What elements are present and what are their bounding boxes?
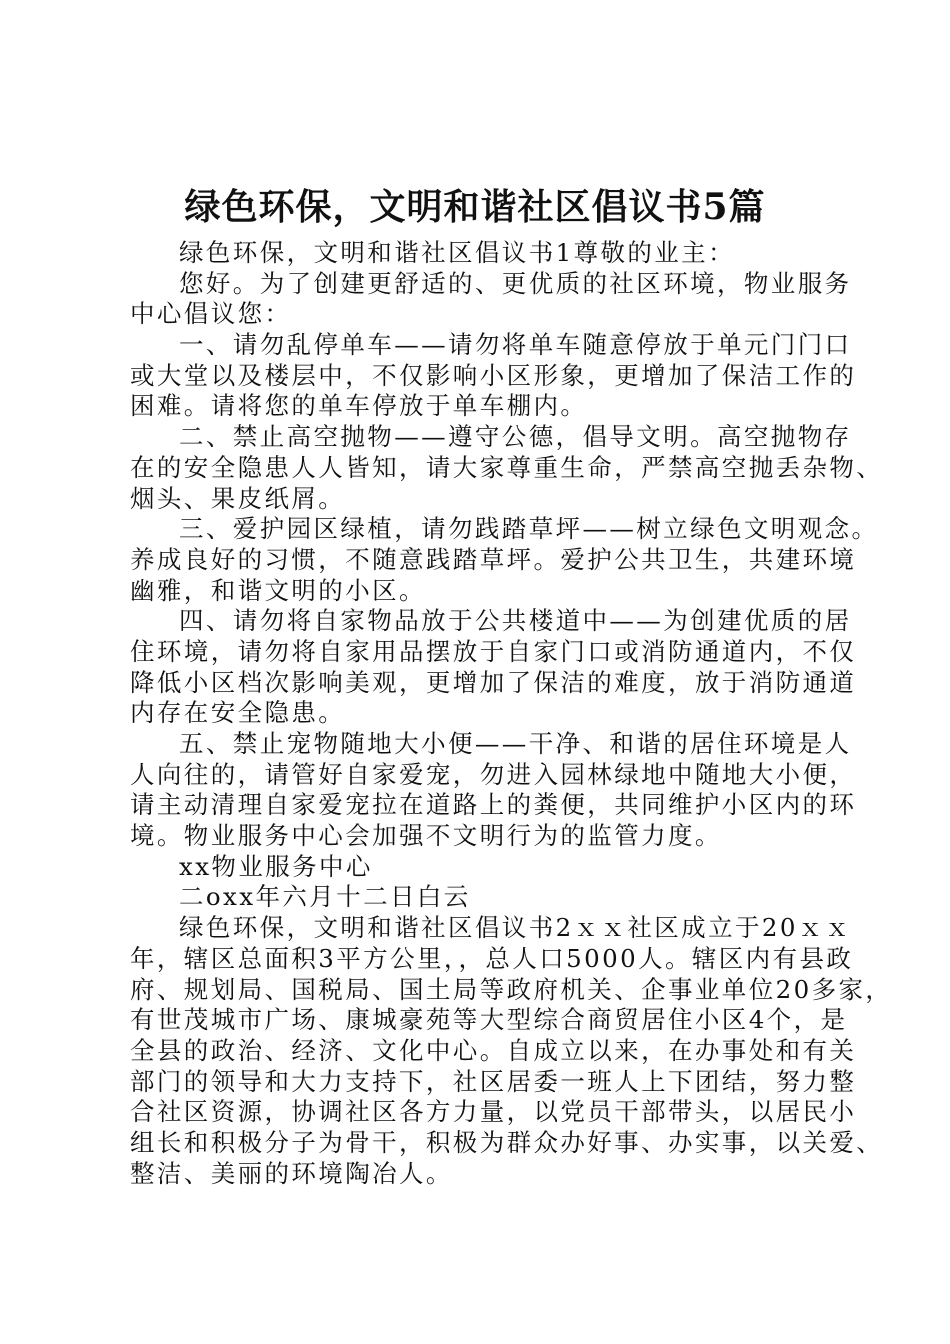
paragraph-line: 困难。请将您的单车停放于单车棚内。 <box>130 391 588 421</box>
paragraph-line: 全县的政治、经济、文化中心。自成立以来，在办事处和有关 <box>130 1035 857 1065</box>
date-line: 二oxx年六月十二日白云 <box>179 882 471 912</box>
paragraph-line: 人向往的，请管好自家爱宠，勿进入园林绿地中随地大小便， <box>130 759 857 789</box>
paragraph-line: 绿色环保，文明和谐社区倡议书1尊敬的业主： <box>179 238 735 267</box>
paragraph-line: 部门的领导和大力支持下，社区居委一班人上下团结，努力整 <box>130 1066 857 1096</box>
paragraph-line: 年，辖区总面积3平方公里，，总人口5000人。辖区内有县政 <box>130 943 854 973</box>
paragraph-line: 府、规划局、国税局、国土局等政府机关、企事业单位20多家， <box>130 974 893 1004</box>
paragraph-line: 合社区资源，协调社区各方力量，以党员干部带头，以居民小 <box>130 1097 857 1127</box>
paragraph-line: 组长和积极分子为骨干，积极为群众办好事、办实事，以关爱、 <box>130 1127 884 1157</box>
signature-line: xx物业服务中心 <box>179 851 373 881</box>
paragraph-line: 一、请勿乱停单车——请勿将单车随意停放于单元门门口 <box>179 330 852 360</box>
document-title: 绿色环保，文明和谐社区倡议书5篇 <box>184 186 766 228</box>
paragraph-line: 五、禁止宠物随地大小便——干净、和谐的居住环境是人 <box>179 729 852 758</box>
paragraph-line: 请主动清理自家爱宠拉在道路上的粪便，共同维护小区内的环 <box>130 790 857 820</box>
paragraph-line: 养成良好的习惯，不随意践踏草坪。爱护公共卫生，共建环境 <box>130 544 857 574</box>
paragraph-line: 降低小区档次影响美观，更增加了保洁的难度，放于消防通道 <box>130 667 857 697</box>
paragraph-line: 中心倡议您： <box>130 299 292 329</box>
paragraph-line: 您好。为了创建更舒适的、更优质的社区环境，物业服务 <box>179 268 852 298</box>
paragraph-line: 有世茂城市广场、康城豪苑等大型综合商贸居住小区4个，是 <box>130 1005 848 1035</box>
paragraph-line: 三、爱护园区绿植，请勿践踏草坪——树立绿色文明观念。 <box>179 514 879 544</box>
paragraph-line: 四、请勿将自家物品放于公共楼道中——为创建优质的居 <box>179 606 852 636</box>
paragraph-line: 住环境，请勿将自家用品摆放于自家门口或消防通道内，不仅 <box>130 636 857 666</box>
paragraph-line: 幽雅，和谐文明的小区。 <box>130 575 426 605</box>
paragraph-line: 绿色环保，文明和谐社区倡议书2ｘｘ社区成立于20ｘｘ <box>179 913 852 943</box>
paragraph-line: 在的安全隐患人人皆知，请大家尊重生命，严禁高空抛丢杂物、 <box>130 452 884 482</box>
paragraph-line: 二、禁止高空抛物——遵守公德，倡导文明。高空抛物存 <box>179 422 852 452</box>
paragraph-line: 或大堂以及楼层中，不仅影响小区形象，更增加了保洁工作的 <box>130 360 857 390</box>
paragraph-line: 整洁、美丽的环境陶冶人。 <box>130 1158 453 1188</box>
paragraph-line: 境。物业服务中心会加强不文明行为的监管力度。 <box>130 821 722 851</box>
document-body <box>130 238 893 1189</box>
paragraph-line: 内存在安全隐患。 <box>130 698 346 728</box>
paragraph-line: 烟头、果皮纸屑。 <box>130 483 346 513</box>
